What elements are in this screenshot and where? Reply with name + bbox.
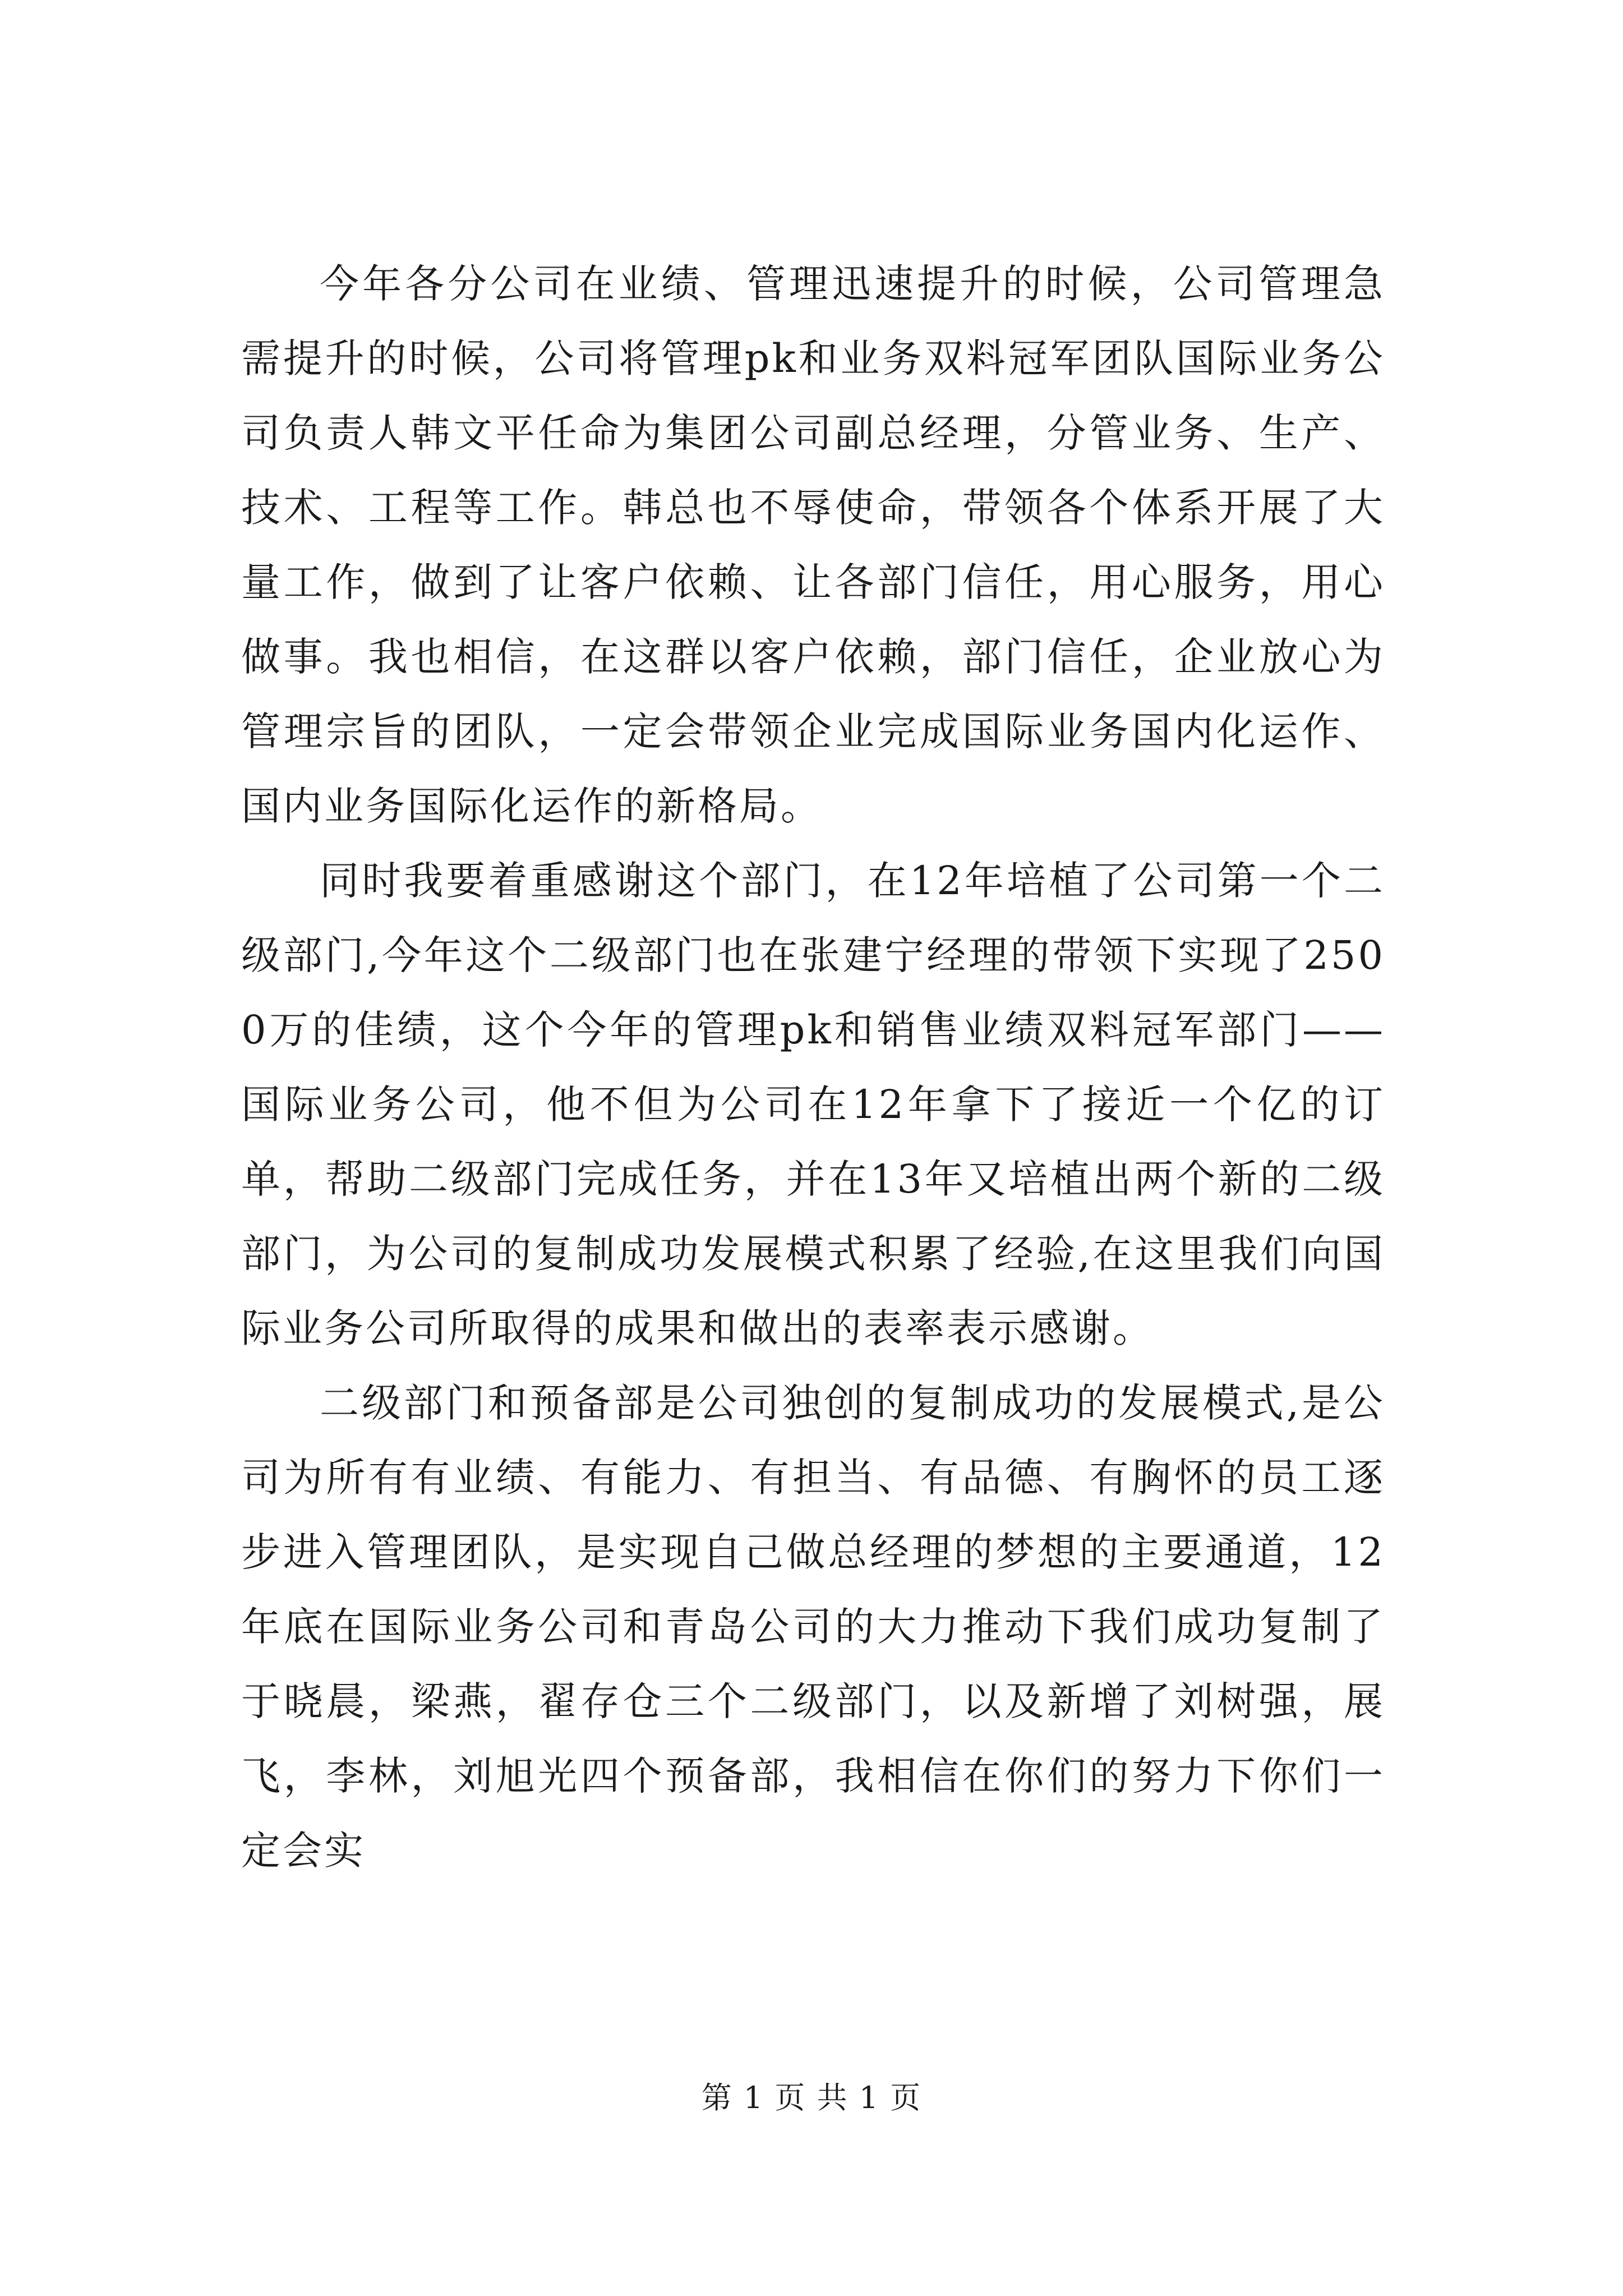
page-footer: 第 1 页 共 1 页 [701, 2080, 922, 2115]
paragraph-3: 二级部门和预备部是公司独创的复制成功的发展模式,是公司为所有有业绩、有能力、有担当、有品德、有胸怀的员工逐步进入管理团队，是实现自己做总经理的梦想的主要通道，12年底在国际业务公司和青岛公司的大力推动下我们成功复制了于晓晨，梁燕，翟存仓三个二级部门，以及新增了刘树强，展飞，李林，刘旭光四个预备部，我相信在你们的努力下你们一定会实 [241, 1380, 1385, 1874]
paragraph-2: 同时我要着重感谢这个部门，在12年培植了公司第一个二级部门,今年这个二级部门也在张建宁经理的带领下实现了2500万的佳绩，这个今年的管理pk和销售业绩双料冠军部门——国际业务公司，他不但为公司在12年拿下了接近一个亿的订单，帮助二级部门完成任务，并在13年又培植出两个新的二级部门，为公司的复制成功发展模式积累了经验,在这里我们向国际业务公司所取得的成果和做出的表率表示感谢。 [241, 858, 1385, 1351]
paragraph-1: 今年各分公司在业绩、管理迅速提升的时候，公司管理急需提升的时候，公司将管理pk和业务双料冠军团队国际业务公司负责人韩文平任命为集团公司副总经理，分管业务、生产、技术、工程等工作。韩总也不辱使命，带领各个体系开展了大量工作，做到了让客户依赖、让各部门信任，用心服务，用心做事。我也相信，在这群以客户依赖，部门信任，企业放心为管理宗旨的团队，一定会带领企业完成国际业务国内化运作、国内业务国际化运作的新格局。 [241, 261, 1385, 829]
document-body [241, 247, 1385, 1888]
